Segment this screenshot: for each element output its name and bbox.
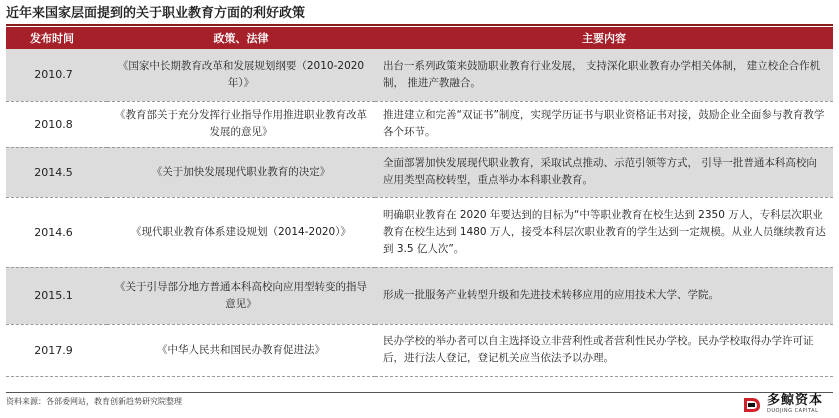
table-row — [6, 101, 833, 147]
policy-table — [6, 27, 833, 377]
row-time: 2010.7 — [6, 49, 107, 101]
row-policy: 《国家中长期教育改革和发展规划纲要（2010-2020年）》 — [107, 49, 375, 101]
row-time: 2015.1 — [6, 267, 107, 324]
table-row — [6, 197, 833, 267]
row-policy: 《教育部关于充分发挥行业指导作用推进职业教育改革发展的意见》 — [107, 101, 375, 147]
header-policy: 政策、法律 — [107, 27, 375, 49]
table-header-row — [6, 27, 833, 49]
table-bottom-divider — [6, 392, 833, 393]
table-row — [6, 324, 833, 376]
row-policy: 《关于加快发展现代职业教育的决定》 — [107, 147, 375, 197]
source-note: 资料来源：各部委网站，教育创新趋势研究院整理 — [6, 397, 182, 406]
page-title: 近年来国家层面提到的关于职业教育方面的利好政策 — [6, 6, 306, 21]
row-policy: 《关于引导部分地方普通本科高校向应用型转变的指导意见》 — [107, 267, 375, 324]
header-time: 发布时间 — [6, 27, 107, 49]
table-row — [6, 49, 833, 101]
table-row — [6, 147, 833, 197]
row-time: 2014.5 — [6, 147, 107, 197]
whale-logo-icon — [742, 394, 764, 414]
row-content: 民办学校的举办者可以自主选择设立非营利性或者营利性民办学校。民办学校取得办学许可证后，进行法人登记，登记机关应当依法予以办理。 — [375, 324, 833, 376]
header-content: 主要内容 — [375, 27, 833, 49]
table-row — [6, 267, 833, 324]
row-content: 出台一系列政策来鼓励职业教育行业发展， 支持深化职业教育办学相关体制， 建立校企合作机制， 推进产教融合。 — [375, 49, 833, 101]
row-content: 形成一批服务产业转型升级和先进技术转移应用的应用技术大学、学院。 — [375, 267, 833, 324]
row-content: 推进建立和完善“双证书”制度，实现学历证书与职业资格证书对接，鼓励企业全面参与教育教学各个环节。 — [375, 101, 833, 147]
row-content: 全面部署加快发展现代职业教育，采取试点推动、示范引领等方式， 引导一批普通本科高校向应用类型高校转型，重点举办本科职业教育。 — [375, 147, 833, 197]
row-time: 2010.8 — [6, 101, 107, 147]
row-policy: 《现代职业教育体系建设规划（2014-2020）》 — [107, 197, 375, 267]
row-time: 2014.6 — [6, 197, 107, 267]
brand-logo — [742, 393, 836, 417]
logo-subtext: DUOJING CAPITAL — [767, 408, 819, 414]
row-content: 明确职业教育在 2020 年要达到的目标为“中等职业教育在校生达到 2350 万人，专科层次职业教育在校生达到 1480 万人，接受本科层次职业教育的学生达到一定规模。从业人员继续教育达到 3.5 亿人次”。 — [375, 197, 833, 267]
logo-text: 多鲸资本 — [767, 393, 824, 408]
row-policy: 《中华人民共和国民办教育促进法》 — [107, 324, 375, 376]
row-time: 2017.9 — [6, 324, 107, 376]
title-divider — [6, 24, 833, 26]
